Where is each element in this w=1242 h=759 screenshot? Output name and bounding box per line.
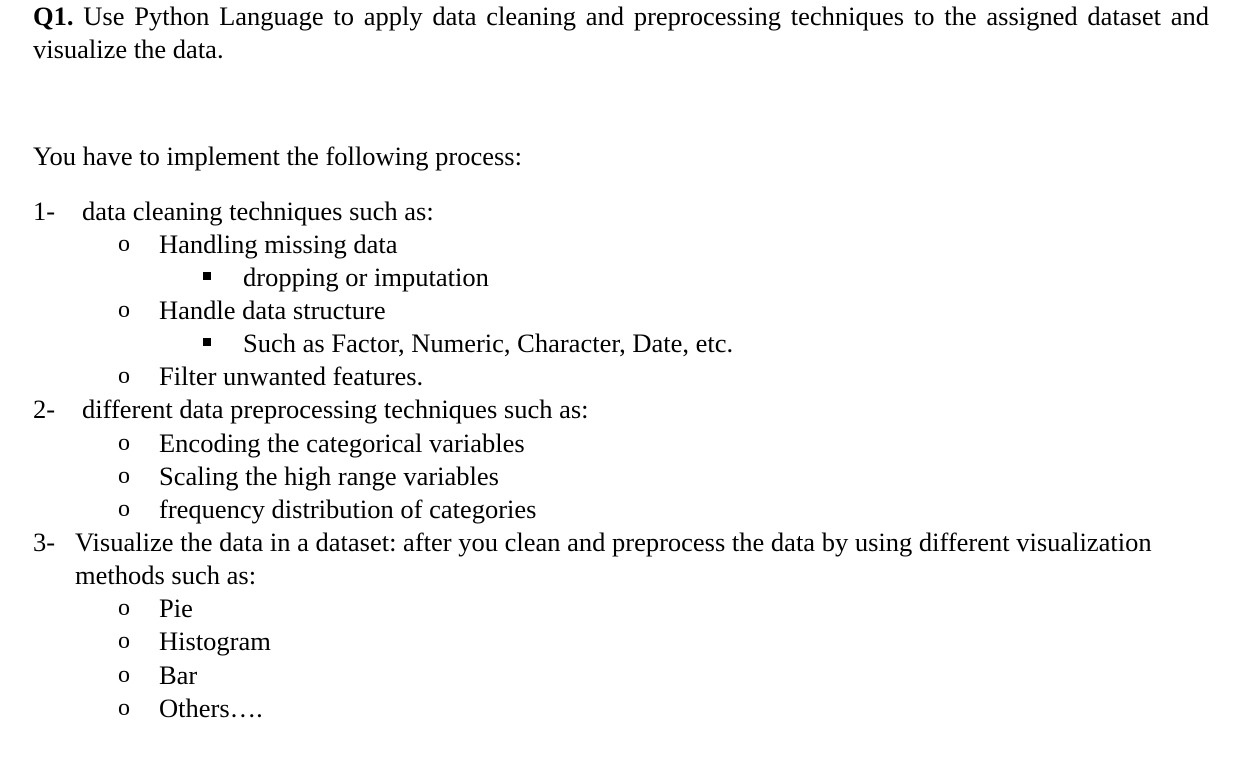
bullet-circle: o (118, 430, 130, 456)
question-text: Use Python Language to apply data cleaning and preprocessing techniques to the assigned dataset and visualize the data. (33, 1, 1209, 64)
question-paragraph (33, 0, 1209, 66)
question-number: Q1. (33, 1, 74, 31)
section-1-label: data cleaning techniques such as: (82, 196, 434, 226)
section-3-label-line-1: Visualize the data in a dataset: after you clean and preprocess the data by using different visualization (75, 527, 1152, 557)
bullet-circle: o (118, 363, 130, 389)
section-2-item-3: frequency distribution of categories (159, 494, 537, 524)
bullet-circle: o (118, 595, 130, 621)
bullet-circle: o (118, 662, 130, 688)
section-3-item-1: Pie (159, 593, 193, 623)
section-1-marker: 1- (33, 196, 56, 226)
section-3-item-3: Bar (159, 660, 198, 690)
bullet-circle: o (118, 297, 130, 323)
bullet-circle: o (118, 695, 130, 721)
section-2-marker: 2- (33, 394, 56, 424)
intro-text: You have to implement the following process: (33, 141, 522, 171)
section-1-item-1-sub-1: dropping or imputation (243, 262, 489, 292)
section-3-marker: 3- (33, 527, 56, 557)
section-2-item-1: Encoding the categorical variables (159, 428, 525, 458)
section-3-label-line-2: methods such as: (75, 560, 257, 590)
section-2-item-2: Scaling the high range variables (159, 461, 499, 491)
section-1-item-2: Handle data structure (159, 295, 386, 325)
section-2-label: different data preprocessing techniques such as: (82, 394, 589, 424)
section-3-item-2: Histogram (159, 626, 271, 656)
bullet-circle: o (118, 463, 130, 489)
bullet-circle: o (118, 231, 130, 257)
section-1-item-1: Handling missing data (159, 229, 398, 259)
section-1-item-2-sub-1: Such as Factor, Numeric, Character, Date, etc. (243, 328, 734, 358)
bullet-square (203, 272, 211, 280)
bullet-circle: o (118, 628, 130, 654)
section-1-item-3: Filter unwanted features. (159, 361, 424, 391)
section-3-item-4: Others…. (159, 693, 263, 723)
bullet-square (203, 338, 211, 346)
bullet-circle: o (118, 496, 130, 522)
